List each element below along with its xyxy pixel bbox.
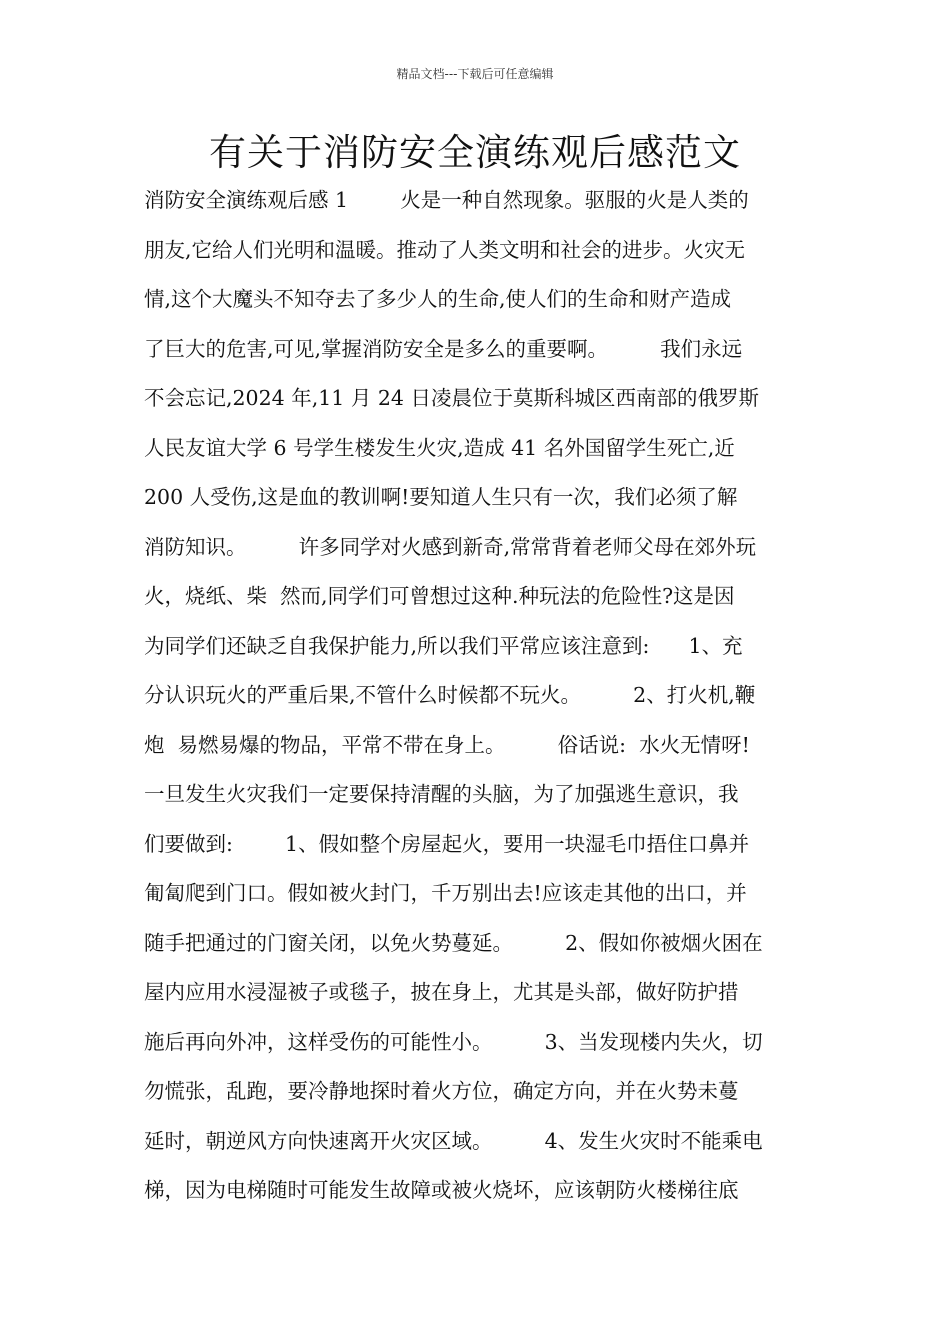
body-line: 不会忘记,2024 年,11 月 24 日凌晨位于莫斯科城区西南部的俄罗斯 bbox=[144, 386, 759, 410]
body-line: 延时，朝逆风方向快速离开火灾区域。 4、发生火灾时不能乘电 bbox=[144, 1128, 763, 1153]
body-line: 消防安全演练观后感 1 火是一种自然现象。驱服的火是人类的 bbox=[144, 188, 749, 212]
body-line: 火，烧纸、柴 然而,同学们可曾想过这种.种玩法的危险性?这是因 bbox=[144, 584, 735, 608]
body-line: 勿慌张，乱跑，要冷静地探时着火方位，确定方向，并在火势未蔓 bbox=[144, 1079, 739, 1103]
body-line: 梯，因为电梯随时可能发生故障或被火烧坏，应该朝防火楼梯往底 bbox=[144, 1178, 739, 1202]
body-line: 施后再向外冲，这样受伤的可能性小。 3、当发现楼内失火，切 bbox=[144, 1029, 763, 1054]
body-line: 一旦发生火灾我们一定要保持清醒的头脑，为了加强逃生意识，我 bbox=[144, 782, 739, 806]
body-line: 朋友,它给人们光明和温暖。推动了人类文明和社会的进步。火灾无 bbox=[144, 237, 746, 262]
body-line: 匍匐爬到门口。假如被火封门，千万别出去!应该走其他的出口，并 bbox=[144, 881, 747, 905]
body-line: 了巨大的危害,可见,掌握消防安全是多么的重要啊。 我们永远 bbox=[144, 336, 743, 361]
body-line: 情,这个大魔头不知夺去了多少人的生命,使人们的生命和财产造成 bbox=[144, 287, 732, 311]
body-line: 人民友谊大学 6 号学生楼发生火灾,造成 41 名外国留学生死亡,近 bbox=[144, 435, 735, 460]
header-note: 精品文档---下载后可任意编辑 bbox=[396, 67, 554, 81]
body-line: 200 人受伤,这是血的教训啊!要知道人生只有一次，我们必须了解 bbox=[144, 485, 738, 509]
document-title: 有关于消防安全演练观后感范文 bbox=[209, 131, 741, 174]
body-line: 们要做到: 1、假如整个房屋起火，要用一块湿毛巾捂住口鼻并 bbox=[144, 831, 750, 856]
document-body bbox=[144, 176, 808, 1216]
body-line: 屋内应用水浸湿被子或毯子，披在身上，尤其是头部，做好防护措 bbox=[144, 980, 739, 1004]
body-line: 随手把通过的门窗关闭，以免火势蔓延。 2、假如你被烟火困在 bbox=[144, 930, 763, 955]
body-line: 消防知识。 许多同学对火感到新奇,常常背着老师父母在郊外玩 bbox=[144, 534, 757, 559]
body-line: 分认识玩火的严重后果,不管什么时候都不玩火。 2、打火机,鞭 bbox=[144, 683, 756, 707]
body-line: 炮 易燃易爆的物品，平常不带在身上。 俗话说: 水火无情呀! bbox=[144, 732, 750, 757]
body-line: 为同学们还缺乏自我保护能力,所以我们平常应该注意到: 1、充 bbox=[144, 633, 743, 658]
